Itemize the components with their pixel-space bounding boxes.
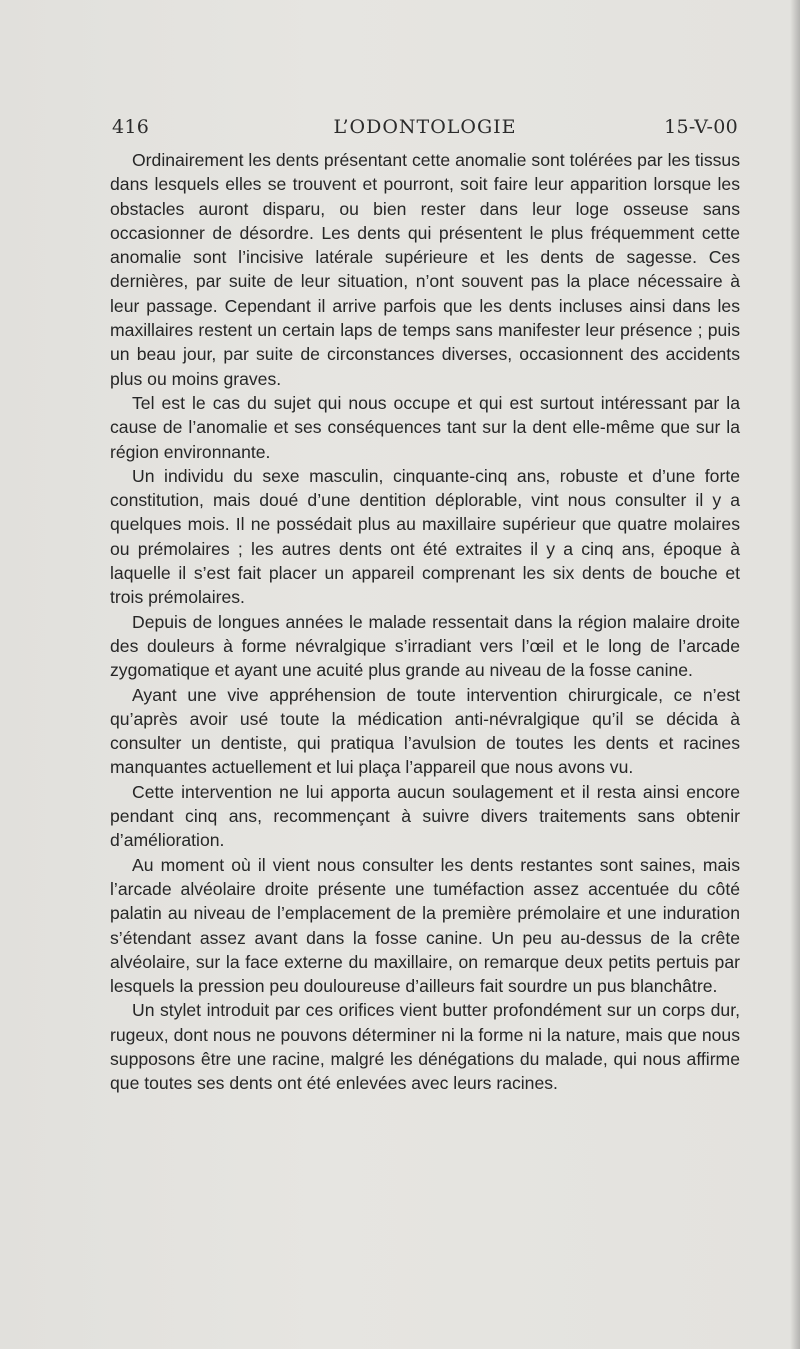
paragraph: Depuis de longues années le malade ressentait dans la région malaire droite des douleurs à forme névralgique s’irradiant vers l’œil et le long de l’arcade zygomatique et ayant une acuité plus grande au niveau de la fosse canine. xyxy=(110,611,740,681)
paragraph: Ayant une vive appréhension de toute intervention chirurgicale, ce n’est qu’après avoir usé toute la médication anti-névralgique qu’il se décida à consulter un dentiste, qui pratiqua l’avulsion de toutes les dents et racines manquantes actuellement et lui plaça l’appareil que nous avons vu. xyxy=(110,684,740,778)
page-edge-shadow xyxy=(790,0,800,1349)
paragraph: Tel est le cas du sujet qui nous occupe et qui est surtout intéressant par la cause de l’anomalie et ses conséquences tant sur la dent elle-même que sur la région environnante. xyxy=(110,392,740,462)
issue-date: 15-V-00 xyxy=(664,116,738,138)
paragraph: Un individu du sexe masculin, cinquante-cinq ans, robuste et d’une forte constitution, mais doué d’une dentition déplorable, vint nous consulter il y a quelques mois. Il ne possédait plus au maxillaire supérieur que quatre molaires ou prémolaires ; les autres dents ont été extraites il y a cinq ans, époque à laquelle il s’est fait placer un appareil comprenant les six dents de bouche et trois prémolaires. xyxy=(110,465,740,608)
paragraph: Cette intervention ne lui apporta aucun soulagement et il resta ainsi encore pendant cinq ans, recommençant à suivre divers traitements sans obtenir d’amélioration. xyxy=(110,781,740,851)
paragraph: Au moment où il vient nous consulter les dents restantes sont saines, mais l’arcade alvéolaire droite présente une tuméfaction assez accentuée du côté palatin au niveau de l’emplacement de la première prémolaire et une induration s’étendant assez avant dans la fosse canine. Un peu au-dessus de la crête alvéolaire, sur la face externe du maxillaire, on remarque deux petits pertuis par lesquels la pression peu douloureuse d’ailleurs fait sourdre un pus blanchâtre. xyxy=(110,854,740,997)
article-body xyxy=(110,148,740,1096)
page-number: 416 xyxy=(112,116,150,138)
journal-title: L’ODONTOLOGIE xyxy=(333,116,517,138)
running-header xyxy=(112,116,738,144)
paragraph: Ordinairement les dents présentant cette anomalie sont tolérées par les tissus dans lesquels elles se trouvent et pourront, soit faire leur apparition lorsque les obstacles auront disparu, ou bien rester dans leur loge osseuse sans occasionner de désordre. Les dents qui présentent le plus fréquemment cette anomalie sont l’incisive latérale supérieure et les dents de sagesse. Ces dernières, par suite de leur situation, n’ont souvent pas la place nécessaire à leur passage. Cependant il arrive parfois que les dents incluses ainsi dans les maxillaires restent un certain laps de temps sans manifester leur présence ; puis un beau jour, par suite de circonstances diverses, occasionnent des accidents plus ou moins graves. xyxy=(110,150,740,389)
paragraph: Un stylet introduit par ces orifices vient butter profondément sur un corps dur, rugeux, dont nous ne pouvons déterminer ni la forme ni la nature, mais que nous supposons être une racine, malgré les dénégations du malade, qui nous affirme que toutes ses dents ont été enlevées avec leurs racines. xyxy=(110,1000,740,1094)
